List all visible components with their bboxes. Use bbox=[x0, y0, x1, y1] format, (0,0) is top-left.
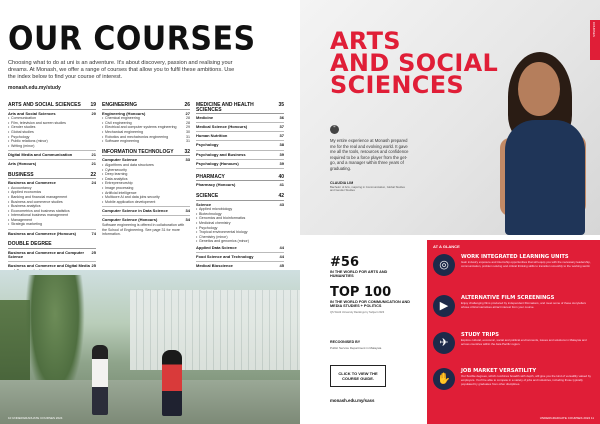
glance-title: JOB MARKET VERSATILITY bbox=[461, 368, 537, 374]
course-arts[interactable]: Arts and Social Sciences 20 bbox=[8, 110, 96, 116]
course-cs-honours[interactable]: Computer Science (Honours) 34 bbox=[102, 216, 190, 222]
course-item[interactable]: Psychology (Honours) 39 bbox=[196, 160, 284, 166]
list-item: • Medicinal chemistry bbox=[196, 221, 284, 226]
page-footer-left: 10 UNDERGRADUATE COURSES 2024 bbox=[8, 416, 63, 420]
list-item: • Artificial intelligence bbox=[102, 191, 190, 196]
glance-item-jobs bbox=[433, 368, 595, 406]
ranking-2-value: TOP 100 bbox=[330, 284, 392, 300]
list-item: • Data analytics bbox=[102, 177, 190, 182]
list-item: • Algorithms and data structures bbox=[102, 163, 190, 168]
rankings bbox=[330, 255, 410, 314]
course-arts-honours[interactable]: Arts (Honours) 21 bbox=[8, 160, 96, 166]
at-a-glance-heading: AT A GLANCE bbox=[433, 244, 460, 249]
list-item: • Chemistry (minor) bbox=[196, 235, 284, 240]
list-item: • Genetics and genomics (minor) bbox=[196, 239, 284, 244]
course-double-2[interactable]: Business and Commerce and Digital Media 25 bbox=[8, 263, 96, 269]
faculty-title-line-1: ARTS bbox=[330, 27, 401, 55]
glance-title: STUDY TRIPS bbox=[461, 332, 499, 338]
course-item[interactable]: Medicine 36 bbox=[196, 115, 284, 121]
study-link[interactable]: monash.edu.my/study bbox=[8, 85, 61, 91]
course-item[interactable]: Psychology 38 bbox=[196, 142, 284, 148]
list-item: • Film, television and screen studies bbox=[8, 121, 96, 126]
course-cs-data-science[interactable]: Computer Science in Data Science 34 bbox=[102, 207, 190, 213]
index-column-2 bbox=[102, 100, 190, 282]
campus-building bbox=[130, 290, 300, 370]
glance-desc: Explore cultural, economic, social and political environments, issues and solutions in Malaysia and across countries within the Asia Pacific region. bbox=[461, 338, 587, 346]
recognised-by: Public Service Department in Malaysia bbox=[330, 346, 382, 350]
ranking-1-value: #56 bbox=[330, 255, 359, 270]
glance-item-film bbox=[433, 295, 595, 333]
business-majors-list bbox=[8, 186, 96, 227]
course-guide-button[interactable]: CLICK TO VIEW THE COURSE GUIDE. bbox=[330, 365, 386, 387]
glance-item-wil bbox=[433, 254, 595, 292]
arts-majors-list bbox=[8, 116, 96, 148]
list-item: • Mechanical engineering 30 bbox=[102, 130, 190, 135]
list-item: • Management bbox=[8, 218, 96, 223]
list-item: • Genomics and bioinformatics bbox=[196, 216, 284, 221]
list-item: • Psychology bbox=[8, 135, 96, 140]
list-item: • Applied economics bbox=[8, 190, 96, 195]
film-icon: ▶ bbox=[433, 295, 455, 317]
page-title: OUR COURSES bbox=[8, 20, 256, 59]
course-item[interactable]: Psychology and Business 39 bbox=[196, 151, 284, 157]
testimonial-quote: My entire experience at Monash prepared me for the real and evolving world. It gave me all the tools, resources and confidence required to be a force player from the get-go, and a manager within three years of graduating. bbox=[330, 138, 409, 171]
course-item[interactable]: Human Nutrition 37 bbox=[196, 133, 284, 139]
testimonial-name: CLAUDIA LIM bbox=[330, 181, 354, 185]
course-computer-science[interactable]: Computer Science 33 bbox=[102, 157, 190, 163]
list-item: • Image processing bbox=[102, 186, 190, 191]
list-item: • Biotechnology bbox=[196, 212, 284, 217]
course-double-1[interactable]: Business and Commerce and Computer Science 25 bbox=[8, 249, 96, 260]
list-item: • Robotics and mechatronics engineering 31 bbox=[102, 135, 190, 140]
faculty-title-line-2: AND SOCIAL bbox=[330, 49, 499, 77]
section-engineering[interactable]: ENGINEERING 26 bbox=[102, 102, 190, 108]
section-double-degree: DOUBLE DEGREE bbox=[8, 242, 96, 249]
list-item: • Strategic marketing bbox=[8, 222, 96, 227]
list-item: • Deep learning bbox=[102, 172, 190, 177]
section-it[interactable]: INFORMATION TECHNOLOGY 32 bbox=[102, 148, 190, 155]
student-figure-2 bbox=[162, 350, 182, 416]
list-item: • Cybersecurity bbox=[102, 168, 190, 173]
list-item: • Tropical environmental biology bbox=[196, 230, 284, 235]
list-item: • Entrepreneurship bbox=[102, 181, 190, 186]
section-arts[interactable]: ARTS AND SOCIAL SCIENCES 19 bbox=[8, 102, 96, 108]
ranking-source: QS World University Rankings by Subject 2023 bbox=[330, 310, 385, 314]
intro-text: Choosing what to do at uni is an adventure. It's about discovery, passion and realising your dreams. At Monash, we offer a range of courses that allow you to fulfil these ambitions. Use the index below to find your course of interest. bbox=[8, 60, 235, 80]
list-item: • Software engineering 31 bbox=[102, 139, 190, 144]
index-column-3 bbox=[196, 100, 284, 282]
list-item: • Writing (minor) bbox=[8, 144, 96, 149]
list-item: • Global studies bbox=[8, 130, 96, 135]
faculty-link[interactable]: monash.edu.my/sass bbox=[330, 398, 375, 403]
course-business[interactable]: Business and Commerce 24 bbox=[8, 180, 96, 186]
right-page bbox=[300, 0, 600, 424]
quote-icon: “ bbox=[330, 125, 339, 134]
handshake-icon: ✋ bbox=[433, 368, 455, 390]
course-item[interactable]: Food Science and Technology 44 bbox=[196, 253, 284, 259]
ranking-2-label: IN THE WORLD FOR COMMUNICATION AND MEDIA STUDIES + POLITICS bbox=[330, 299, 410, 309]
course-digital-media[interactable]: Digital Media and Communication 21 bbox=[8, 151, 96, 157]
glance-desc: Enjoy challenging films produced by independent filmmakers, and meet some of these storytellers whose critical narratives attract interest from your course. bbox=[461, 301, 587, 309]
page-footer-right: UNDERGRADUATE COURSES 2024 11 bbox=[539, 416, 594, 420]
plane-icon: ✈ bbox=[433, 332, 455, 354]
list-item: • International business management bbox=[8, 213, 96, 218]
portrait-body bbox=[505, 120, 585, 235]
course-item[interactable]: Applied Data Science 44 bbox=[196, 244, 284, 250]
at-a-glance-panel bbox=[427, 240, 600, 424]
course-science[interactable]: Science 43 bbox=[196, 201, 284, 207]
course-pharmacy[interactable]: Pharmacy (Honours) 41 bbox=[196, 182, 284, 188]
list-item: • Psychology bbox=[196, 226, 284, 231]
engineering-specialisations-list bbox=[102, 116, 190, 144]
list-item: • Banking and financial management bbox=[8, 195, 96, 200]
list-item: • Gender studies bbox=[8, 125, 96, 130]
course-item[interactable]: Medical Bioscience 45 bbox=[196, 263, 284, 269]
cs-majors-list bbox=[102, 163, 190, 204]
section-medicine[interactable]: MEDICINE AND HEALTH SCIENCES 35 bbox=[196, 102, 284, 113]
student-figure-1 bbox=[92, 345, 108, 415]
list-item: • Business analytics bbox=[8, 204, 96, 209]
section-business[interactable]: BUSINESS 22 bbox=[8, 171, 96, 178]
ranking-1-label: IN THE WORLD FOR ARTS AND HUMANITIES bbox=[330, 270, 388, 279]
list-item: • Econometrics and business statistics bbox=[8, 209, 96, 214]
list-item: • Public relations (minor) bbox=[8, 139, 96, 144]
glance-desc: Our flexible degrees, which combines breadth with depth, will give you the kind of versatility valued by employers. You'll be able to compete in a variety of jobs and industries, including those typically populated by graduates from other disciplines. bbox=[461, 374, 591, 386]
recognised-heading: RECOGNISED BY bbox=[330, 340, 361, 344]
course-engineering[interactable]: Engineering (Honours) 27 bbox=[102, 110, 190, 116]
index-column-1 bbox=[8, 100, 96, 282]
glance-title: WORK INTEGRATED LEARNING UNITS bbox=[461, 254, 569, 260]
list-item: • Mobile application development bbox=[102, 200, 190, 205]
list-item: • Applied microbiology bbox=[196, 207, 284, 212]
software-engineering-note: Software engineering is offered in collaboration with the School of Engineering. See page 31 for more information. bbox=[102, 223, 185, 237]
list-item: • Communication bbox=[8, 116, 96, 121]
list-item: • Chemical engineering 28 bbox=[102, 116, 190, 121]
list-item: • Business and commerce studies bbox=[8, 200, 96, 205]
course-business-honours[interactable]: Business and Commerce (Honours) 74 bbox=[8, 230, 96, 236]
glance-item-trips bbox=[433, 332, 595, 370]
glance-desc: Gain industry exposure and internship opportunities that will equip you with the necessary leadership, communication, problem solving and critical thinking skills to transition smoothly to the working world. bbox=[461, 260, 591, 268]
section-pharmacy[interactable]: PHARMACY 40 bbox=[196, 173, 284, 180]
list-item: • Multicore AI and data jobs security bbox=[102, 195, 190, 200]
faculty-title bbox=[330, 27, 499, 99]
testimonial-role: Bachelor of Arts, majoring in Communication, Global Studies and Gender Studies bbox=[330, 185, 405, 193]
portrait-face bbox=[518, 62, 560, 116]
list-item: • Accountancy bbox=[8, 186, 96, 191]
section-science[interactable]: SCIENCE 42 bbox=[196, 192, 284, 199]
list-item: • Civil engineering 28 bbox=[102, 121, 190, 126]
glance-title: ALTERNATIVE FILM SCREENINGS bbox=[461, 295, 555, 301]
course-item[interactable]: Medical Science (Honours) 37 bbox=[196, 124, 284, 130]
globe-icon: ◎ bbox=[433, 254, 455, 276]
medicine-courses-list bbox=[196, 116, 284, 169]
faculty-title-line-3: SCIENCES bbox=[330, 71, 465, 99]
list-item: • Electrical and computer systems engineering 29 bbox=[102, 125, 190, 130]
side-tab: COURSES bbox=[590, 20, 600, 60]
course-index bbox=[8, 100, 288, 282]
science-majors-list bbox=[196, 207, 284, 244]
